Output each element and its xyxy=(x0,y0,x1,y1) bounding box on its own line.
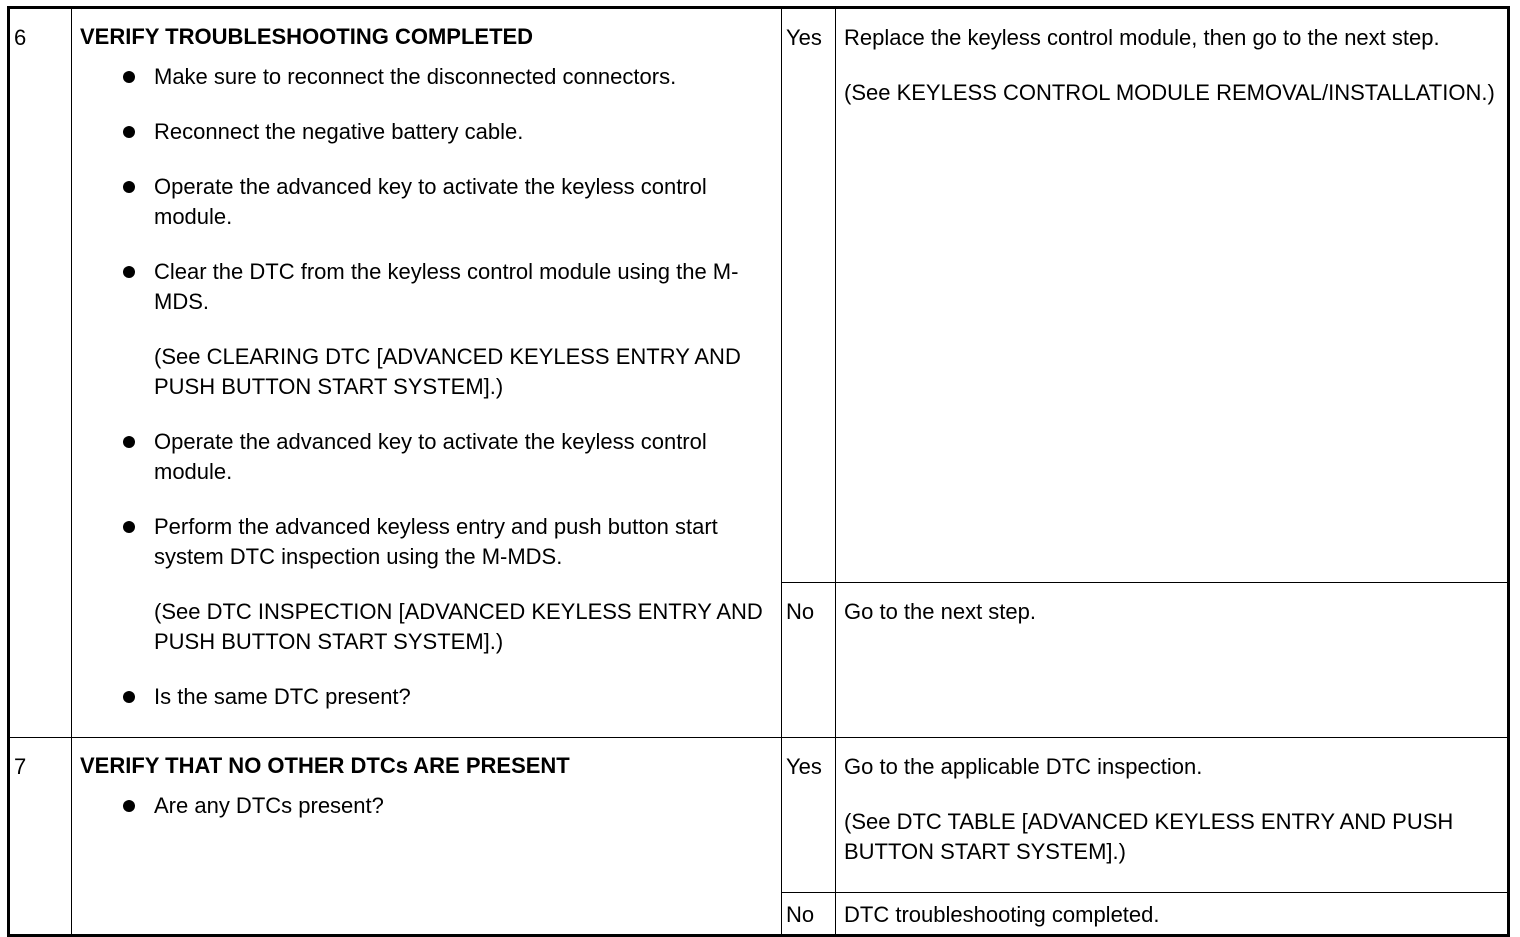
bullet-text: Operate the advanced key to activate the keyless control module. xyxy=(154,429,707,484)
step-6-yes-row xyxy=(9,8,1509,583)
bullet-text: Are any DTCs present? xyxy=(154,793,384,818)
step-7-bullet-list xyxy=(80,791,773,821)
step-6-bullet xyxy=(80,62,773,92)
yes-action-text: Replace the keyless control module, then go to the next step. xyxy=(844,25,1440,50)
bullet-dot-icon xyxy=(123,71,135,83)
step-7-no-label: No xyxy=(782,893,836,936)
bullet-dot-icon xyxy=(123,181,135,193)
troubleshooting-table xyxy=(7,6,1510,937)
step-7-body xyxy=(72,738,782,936)
step-6-bullet-list xyxy=(80,62,773,317)
step-6-no-label: No xyxy=(782,583,836,738)
keyless-module-reference: (See KEYLESS CONTROL MODULE REMOVAL/INSTALLATION.) xyxy=(844,80,1495,105)
step-7-no-action: DTC troubleshooting completed. xyxy=(836,893,1509,936)
step-6-bullet xyxy=(80,512,773,572)
bullet-text: Operate the advanced key to activate the keyless control module. xyxy=(154,174,707,229)
step-6-bullet xyxy=(80,172,773,232)
step-6-yes-action xyxy=(836,8,1509,583)
bullet-text: Perform the advanced keyless entry and push button start system DTC inspection using the M-MDS. xyxy=(154,514,718,569)
step-6-body xyxy=(72,8,782,738)
step-6-bullet-list-2 xyxy=(80,427,773,572)
step-7-yes-row xyxy=(9,738,1509,893)
bullet-dot-icon xyxy=(123,266,135,278)
step-6-bullet xyxy=(80,257,773,317)
step-7-number: 7 xyxy=(9,738,72,936)
step-6-bullet xyxy=(80,117,773,147)
step-7-yes-action xyxy=(836,738,1509,893)
bullet-dot-icon xyxy=(123,436,135,448)
bullet-text: Make sure to reconnect the disconnected connectors. xyxy=(154,64,677,89)
step-7-title: VERIFY THAT NO OTHER DTCs ARE PRESENT xyxy=(80,753,570,778)
bullet-dot-icon xyxy=(123,126,135,138)
clearing-dtc-reference: (See CLEARING DTC [ADVANCED KEYLESS ENTRY AND PUSH BUTTON START SYSTEM].) xyxy=(154,344,741,399)
step-6-no-action: Go to the next step. xyxy=(836,583,1509,738)
step-6-bullet xyxy=(80,682,773,712)
bullet-dot-icon xyxy=(123,800,135,812)
step-6-title: VERIFY TROUBLESHOOTING COMPLETED xyxy=(80,24,534,49)
dtc-table-reference: (See DTC TABLE [ADVANCED KEYLESS ENTRY AND PUSH BUTTON START SYSTEM].) xyxy=(844,809,1454,864)
bullet-dot-icon xyxy=(123,521,135,533)
bullet-dot-icon xyxy=(123,691,135,703)
bullet-text: Clear the DTC from the keyless control module using the M-MDS. xyxy=(154,259,739,314)
step-7-yes-label: Yes xyxy=(782,738,836,893)
step-6-bullet xyxy=(80,427,773,487)
step-7-bullet xyxy=(80,791,773,821)
bullet-text: Reconnect the negative battery cable. xyxy=(154,119,524,144)
step-6-yes-label: Yes xyxy=(782,8,836,583)
step-6-bullet-list-3 xyxy=(80,682,773,712)
dtc-inspection-reference: (See DTC INSPECTION [ADVANCED KEYLESS ENTRY AND PUSH BUTTON START SYSTEM].) xyxy=(154,599,763,654)
step-6-number: 6 xyxy=(9,8,72,738)
yes-action-text: Go to the applicable DTC inspection. xyxy=(844,754,1203,779)
bullet-text: Is the same DTC present? xyxy=(154,684,411,709)
